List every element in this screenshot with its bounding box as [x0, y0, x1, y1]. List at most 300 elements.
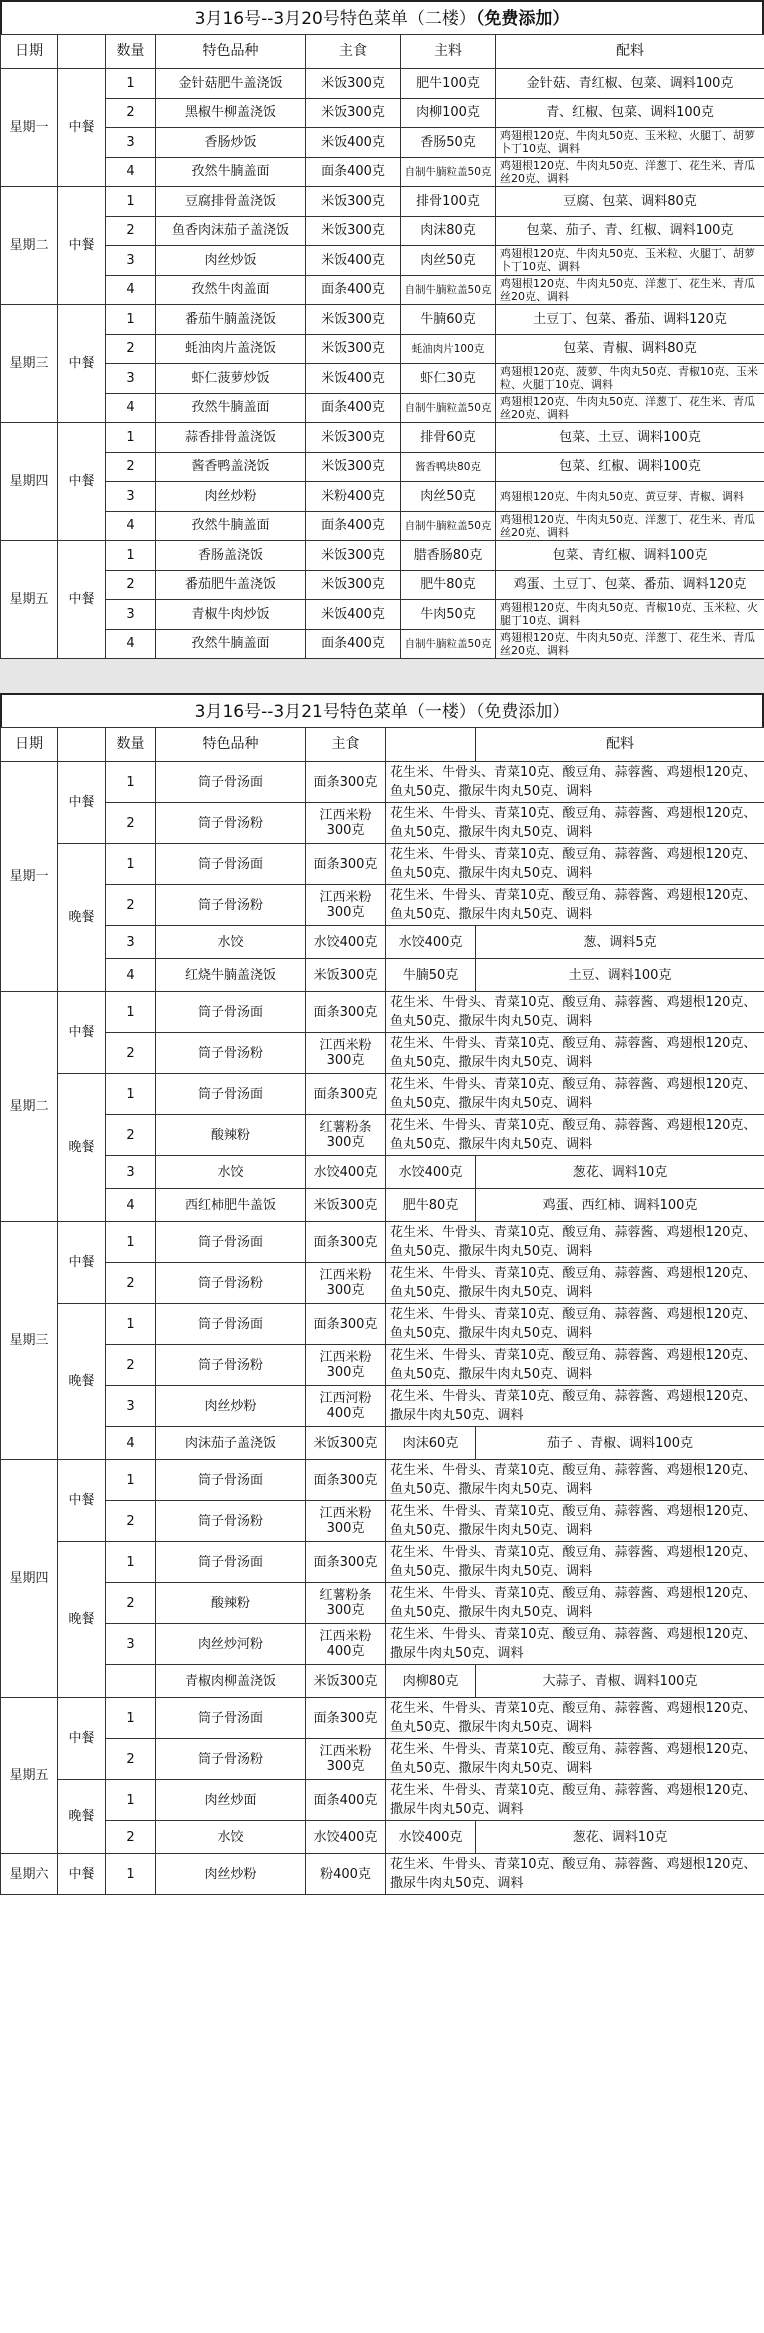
menu1-meal-cell: 中餐	[58, 305, 106, 423]
menu1-side-cell: 土豆丁、包菜、番茄、调料120克	[496, 305, 764, 335]
menu1-row	[1, 423, 764, 453]
menu2-staple-cell: 米饭300克	[306, 959, 386, 992]
menu2-side-cell: 花生米、牛骨头、青菜10克、酸豆角、蒜蓉酱、鸡翅根120克、鱼丸50克、撒尿牛肉丸50克、调料	[386, 1542, 764, 1583]
menu2-meal-cell: 中餐	[58, 992, 106, 1074]
menu1-main-cell: 香肠50克	[401, 128, 496, 158]
menu2-dish-cell: 筒子骨汤粉	[156, 885, 306, 926]
menu2-qty-cell: 2	[106, 1115, 156, 1156]
menu1-day-cell: 星期一	[1, 69, 58, 187]
menu1-row	[1, 187, 764, 217]
menu1-dish-cell: 豆腐排骨盖浇饭	[156, 187, 306, 217]
menu2-qty-cell: 4	[106, 1189, 156, 1222]
menu2-dish-cell: 筒子骨汤面	[156, 1304, 306, 1345]
menu1-main-cell: 排骨60克	[401, 423, 496, 453]
menu1-main-cell: 肉柳100克	[401, 98, 496, 128]
menu1-qty-cell: 3	[106, 246, 156, 276]
menu2-side-cell: 花生米、牛骨头、青菜10克、酸豆角、蒜蓉酱、鸡翅根120克、鱼丸50克、撒尿牛肉丸50克、调料	[386, 992, 764, 1033]
menu1-qty-cell: 2	[106, 570, 156, 600]
menu2-row	[1, 1386, 764, 1427]
menu2-staple-cell: 江西米粉300克	[306, 1263, 386, 1304]
menu2-day-cell: 星期六	[1, 1854, 58, 1895]
menu2-row	[1, 803, 764, 844]
menu2-dish-cell: 红烧牛腩盖浇饭	[156, 959, 306, 992]
menu2-meal-cell: 晚餐	[58, 844, 106, 992]
menu1-row	[1, 600, 764, 630]
menu1-dish-cell: 孜然牛腩盖面	[156, 393, 306, 423]
menu2-row	[1, 1189, 764, 1222]
menu1-qty-cell: 2	[106, 216, 156, 246]
menu1-staple-cell: 米饭300克	[306, 216, 401, 246]
menu2-qty-cell: 4	[106, 959, 156, 992]
menu2-row	[1, 926, 764, 959]
menu1-staple-cell: 面条400克	[306, 275, 401, 305]
menu2-row	[1, 1854, 764, 1895]
menu1-row	[1, 541, 764, 571]
menu2-dish-cell: 水饺	[156, 926, 306, 959]
menu1-staple-cell: 米饭300克	[306, 570, 401, 600]
menu2-staple-cell: 红薯粉条300克	[306, 1115, 386, 1156]
menu1-header-cell: 数量	[106, 35, 156, 69]
menu2-qty-cell	[106, 1665, 156, 1698]
menu1-row	[1, 69, 764, 99]
menu2-day-cell: 星期四	[1, 1460, 58, 1698]
menu2-day-cell: 星期三	[1, 1222, 58, 1460]
menu2-dish-cell: 西红柿肥牛盖饭	[156, 1189, 306, 1222]
menu1-dish-cell: 蚝油肉片盖浇饭	[156, 334, 306, 364]
menu2-row	[1, 1501, 764, 1542]
menu2-side-cell: 鸡蛋、西红柿、调料100克	[476, 1189, 764, 1222]
menu1-staple-cell: 面条400克	[306, 393, 401, 423]
menu1-row	[1, 216, 764, 246]
menu1-row	[1, 482, 764, 512]
menu2-staple-cell: 粉400克	[306, 1854, 386, 1895]
menu1-row	[1, 157, 764, 187]
menu2-dish-cell: 筒子骨汤面	[156, 844, 306, 885]
menu2-title-extra: （免费添加）	[475, 702, 570, 722]
menu2-meal-cell: 晚餐	[58, 1304, 106, 1460]
menu2-staple-cell: 面条300克	[306, 1698, 386, 1739]
menu1-staple-cell: 米饭400克	[306, 600, 401, 630]
menu2-staple-cell: 水饺400克	[306, 926, 386, 959]
menu1-main-cell: 排骨100克	[401, 187, 496, 217]
menu1-row	[1, 98, 764, 128]
menu1-main-cell: 牛腩60克	[401, 305, 496, 335]
menu2-staple-cell: 红薯粉条300克	[306, 1583, 386, 1624]
menu2-main-cell: 肉柳80克	[386, 1665, 476, 1698]
menu1-side-cell: 包菜、茄子、青、红椒、调料100克	[496, 216, 764, 246]
menu2-row	[1, 1665, 764, 1698]
menu1-staple-cell: 米饭300克	[306, 98, 401, 128]
menu2-qty-cell: 1	[106, 1460, 156, 1501]
menu1-row	[1, 275, 764, 305]
menu2-staple-cell: 江西米粉300克	[306, 1501, 386, 1542]
menu1-staple-cell: 面条400克	[306, 157, 401, 187]
menu1-side-cell: 青、红椒、包菜、调料100克	[496, 98, 764, 128]
menu1-qty-cell: 2	[106, 452, 156, 482]
menu2-meal-cell: 晚餐	[58, 1780, 106, 1854]
menu1-staple-cell: 米饭300克	[306, 452, 401, 482]
menu1-qty-cell: 3	[106, 600, 156, 630]
menu2-side-cell: 花生米、牛骨头、青菜10克、酸豆角、蒜蓉酱、鸡翅根120克、鱼丸50克、撒尿牛肉丸50克、调料	[386, 1345, 764, 1386]
menu1-row	[1, 511, 764, 541]
menu2-qty-cell: 1	[106, 992, 156, 1033]
menu2-side-cell: 花生米、牛骨头、青菜10克、酸豆角、蒜蓉酱、鸡翅根120克、鱼丸50克、撒尿牛肉丸50克、调料	[386, 1698, 764, 1739]
menu2-staple-cell: 江西米粉300克	[306, 1033, 386, 1074]
menu2-dish-cell: 筒子骨汤面	[156, 1074, 306, 1115]
menu2-staple-cell: 面条300克	[306, 1542, 386, 1583]
menu1-staple-cell: 米饭300克	[306, 69, 401, 99]
menu1-day-cell: 星期三	[1, 305, 58, 423]
menu1-qty-cell: 2	[106, 98, 156, 128]
menu2-row	[1, 1583, 764, 1624]
menu1-side-cell: 鸡蛋、土豆丁、包菜、番茄、调料120克	[496, 570, 764, 600]
menu2-row	[1, 1427, 764, 1460]
menu1-staple-cell: 米饭300克	[306, 334, 401, 364]
menu2-side-cell: 花生米、牛骨头、青菜10克、酸豆角、蒜蓉酱、鸡翅根120克、鱼丸50克、撒尿牛肉丸50克、调料	[386, 1115, 764, 1156]
menu2-row	[1, 1033, 764, 1074]
menu2-meal-cell: 中餐	[58, 1222, 106, 1304]
menu2-side-cell: 茄子 、青椒、调料100克	[476, 1427, 764, 1460]
menu2-dish-cell: 肉沫茄子盖浇饭	[156, 1427, 306, 1460]
menu2-side-cell: 花生米、牛骨头、青菜10克、酸豆角、蒜蓉酱、鸡翅根120克、撒尿牛肉丸50克、调料	[386, 1780, 764, 1821]
menu2-header-cell: 特色品种	[156, 728, 306, 762]
menu2-main-cell: 水饺400克	[386, 1156, 476, 1189]
menu1-side-cell: 鸡翅根120克、牛肉丸50克、洋葱丁、花生米、青瓜丝20克、调料	[496, 275, 764, 305]
menu2-row	[1, 959, 764, 992]
menu1-side-cell: 鸡翅根120克、牛肉丸50克、黄豆芽、青椒、调料	[496, 482, 764, 512]
menu1-staple-cell: 米饭300克	[306, 423, 401, 453]
menu1-main-cell: 自制牛腩粒盖50克	[401, 511, 496, 541]
menu2-dish-cell: 筒子骨汤粉	[156, 1739, 306, 1780]
menu2-qty-cell: 1	[106, 1304, 156, 1345]
menu1-dish-cell: 蒜香排骨盖浇饭	[156, 423, 306, 453]
menu1-main-cell: 肉丝50克	[401, 246, 496, 276]
menu1-row	[1, 246, 764, 276]
menu1-qty-cell: 1	[106, 305, 156, 335]
menu2-day-cell: 星期一	[1, 762, 58, 992]
menu1-row	[1, 364, 764, 394]
menu1-staple-cell: 米饭300克	[306, 305, 401, 335]
menu1-side-cell: 包菜、青红椒、调料100克	[496, 541, 764, 571]
menu1-dish-cell: 香肠炒饭	[156, 128, 306, 158]
menu2-row	[1, 1542, 764, 1583]
menu1-day-cell: 星期四	[1, 423, 58, 541]
menu1-table	[0, 34, 764, 659]
menu2-title-main: 3月16号--3月21号特色菜单（一楼）	[194, 702, 476, 722]
menu1-side-cell: 包菜、红椒、调料100克	[496, 452, 764, 482]
menu1-main-cell: 腊香肠80克	[401, 541, 496, 571]
menu2-meal-cell: 晚餐	[58, 1074, 106, 1222]
menu1-side-cell: 鸡翅根120克、牛肉丸50克、玉米粒、火腿丁、胡萝卜丁10克、调料	[496, 246, 764, 276]
menu2-row	[1, 885, 764, 926]
menu2-side-cell: 花生米、牛骨头、青菜10克、酸豆角、蒜蓉酱、鸡翅根120克、鱼丸50克、撒尿牛肉丸50克、调料	[386, 1739, 764, 1780]
menu1-staple-cell: 米饭400克	[306, 246, 401, 276]
menu1-qty-cell: 2	[106, 334, 156, 364]
menu2-qty-cell: 4	[106, 1427, 156, 1460]
menu2-dish-cell: 水饺	[156, 1821, 306, 1854]
menu2-qty-cell: 2	[106, 1821, 156, 1854]
menu2-staple-cell: 面条300克	[306, 1304, 386, 1345]
menu1-staple-cell: 米饭400克	[306, 128, 401, 158]
menu2-row	[1, 844, 764, 885]
menu1-side-cell: 鸡翅根120克、菠萝、牛肉丸50克、青椒10克、玉米粒、火腿丁10克、调料	[496, 364, 764, 394]
menu1-meal-cell: 中餐	[58, 69, 106, 187]
menu1-dish-cell: 青椒牛肉炒饭	[156, 600, 306, 630]
menu2-dish-cell: 筒子骨汤粉	[156, 803, 306, 844]
menu1-qty-cell: 3	[106, 482, 156, 512]
menu2-staple-cell: 江西米粉300克	[306, 1345, 386, 1386]
menu1-side-cell: 豆腐、包菜、调料80克	[496, 187, 764, 217]
menu2-side-cell: 花生米、牛骨头、青菜10克、酸豆角、蒜蓉酱、鸡翅根120克、鱼丸50克、撒尿牛肉丸50克、调料	[386, 1583, 764, 1624]
menu2-dish-cell: 酸辣粉	[156, 1115, 306, 1156]
menu2-row	[1, 1304, 764, 1345]
menu2-staple-cell: 水饺400克	[306, 1821, 386, 1854]
menu2-staple-cell: 面条300克	[306, 1460, 386, 1501]
menu1-dish-cell: 金针菇肥牛盖浇饭	[156, 69, 306, 99]
menu1-side-cell: 包菜、土豆、调料100克	[496, 423, 764, 453]
menu1-side-cell: 金针菇、青红椒、包菜、调料100克	[496, 69, 764, 99]
menu2-staple-cell: 米饭300克	[306, 1427, 386, 1460]
menu1-staple-cell: 米饭400克	[306, 364, 401, 394]
menu2-qty-cell: 2	[106, 803, 156, 844]
menu1-main-cell: 肉沫80克	[401, 216, 496, 246]
menu2-qty-cell: 3	[106, 926, 156, 959]
menu1-side-cell: 鸡翅根120克、牛肉丸50克、洋葱丁、花生米、青瓜丝20克、调料	[496, 157, 764, 187]
menu1-dish-cell: 番茄牛腩盖浇饭	[156, 305, 306, 335]
menu1-qty-cell: 4	[106, 275, 156, 305]
menu2-qty-cell: 2	[106, 1033, 156, 1074]
menu1-qty-cell: 3	[106, 364, 156, 394]
menu2-side-cell: 花生米、牛骨头、青菜10克、酸豆角、蒜蓉酱、鸡翅根120克、鱼丸50克、撒尿牛肉丸50克、调料	[386, 1501, 764, 1542]
menu1-side-cell: 鸡翅根120克、牛肉丸50克、青椒10克、玉米粒、火腿丁10克、调料	[496, 600, 764, 630]
menu2-header-cell: 日期	[1, 728, 58, 762]
menu1-title-extra: （免费添加）	[475, 9, 570, 29]
menu2-side-cell: 葱花、调料10克	[476, 1156, 764, 1189]
menu2-qty-cell: 1	[106, 1074, 156, 1115]
menu2-dish-cell: 筒子骨汤面	[156, 1222, 306, 1263]
menu1-qty-cell: 4	[106, 511, 156, 541]
menu1-dish-cell: 鱼香肉沫茄子盖浇饭	[156, 216, 306, 246]
menu1-main-cell: 自制牛腩粒盖50克	[401, 393, 496, 423]
menu1-day-cell: 星期五	[1, 541, 58, 659]
menu2-dish-cell: 筒子骨汤面	[156, 1460, 306, 1501]
menu2-staple-cell: 米饭300克	[306, 1189, 386, 1222]
menu2-side-cell: 土豆、调料100克	[476, 959, 764, 992]
menu1-dish-cell: 孜然牛肉盖面	[156, 275, 306, 305]
menu2-main-cell: 牛腩50克	[386, 959, 476, 992]
menu2-main-cell: 肥牛80克	[386, 1189, 476, 1222]
menu2-header-cell	[58, 728, 106, 762]
menu2-side-cell: 花生米、牛骨头、青菜10克、酸豆角、蒜蓉酱、鸡翅根120克、鱼丸50克、撒尿牛肉丸50克、调料	[386, 1033, 764, 1074]
menu1-row	[1, 452, 764, 482]
menu1-main-cell: 虾仁30克	[401, 364, 496, 394]
menu2-staple-cell: 江西米粉300克	[306, 885, 386, 926]
menu1-meal-cell: 中餐	[58, 423, 106, 541]
menu2-qty-cell: 2	[106, 1739, 156, 1780]
menu2-side-cell: 花生米、牛骨头、青菜10克、酸豆角、蒜蓉酱、鸡翅根120克、鱼丸50克、撒尿牛肉丸50克、调料	[386, 1074, 764, 1115]
menu1-meal-cell: 中餐	[58, 187, 106, 305]
menu1-row	[1, 334, 764, 364]
menu2-side-cell: 葱花、调料10克	[476, 1821, 764, 1854]
menu2-header-cell	[386, 728, 476, 762]
menu2-header-row	[1, 728, 764, 762]
menu2-side-cell: 花生米、牛骨头、青菜10克、酸豆角、蒜蓉酱、鸡翅根120克、鱼丸50克、撒尿牛肉丸50克、调料	[386, 762, 764, 803]
menu1-dish-cell: 肉丝炒粉	[156, 482, 306, 512]
menu1-main-cell: 自制牛腩粒盖50克	[401, 275, 496, 305]
menu1-dish-cell: 孜然牛腩盖面	[156, 511, 306, 541]
menu2-meal-cell: 晚餐	[58, 1542, 106, 1698]
menu2-qty-cell: 1	[106, 1222, 156, 1263]
menu2-side-cell: 花生米、牛骨头、青菜10克、酸豆角、蒜蓉酱、鸡翅根120克、鱼丸50克、撒尿牛肉丸50克、调料	[386, 1304, 764, 1345]
menu1-dish-cell: 香肠盖浇饭	[156, 541, 306, 571]
menu2-row	[1, 1460, 764, 1501]
menu2-qty-cell: 1	[106, 1698, 156, 1739]
menu1-qty-cell: 4	[106, 629, 156, 659]
menu2-row	[1, 1074, 764, 1115]
menu1-dish-cell: 黑椒牛柳盖浇饭	[156, 98, 306, 128]
menu2-header-cell: 配料	[476, 728, 764, 762]
menu2-qty-cell: 2	[106, 885, 156, 926]
menu2-qty-cell: 2	[106, 1583, 156, 1624]
menu2-row	[1, 1739, 764, 1780]
menu2-table	[0, 727, 764, 1895]
menu2-qty-cell: 3	[106, 1624, 156, 1665]
menu2-row	[1, 1115, 764, 1156]
menu2-row	[1, 762, 764, 803]
menu1-meal-cell: 中餐	[58, 541, 106, 659]
menu2-meal-cell: 中餐	[58, 1854, 106, 1895]
menu1-side-cell: 鸡翅根120克、牛肉丸50克、洋葱丁、花生米、青瓜丝20克、调料	[496, 511, 764, 541]
menu2-side-cell: 花生米、牛骨头、青菜10克、酸豆角、蒜蓉酱、鸡翅根120克、撒尿牛肉丸50克、调料	[386, 1854, 764, 1895]
menu1-dish-cell: 酱香鸭盖浇饭	[156, 452, 306, 482]
menu2-dish-cell: 筒子骨汤粉	[156, 1345, 306, 1386]
menu1-qty-cell: 1	[106, 423, 156, 453]
menu2-side-cell: 大蒜子、青椒、调料100克	[476, 1665, 764, 1698]
menu2-row	[1, 992, 764, 1033]
menu1-qty-cell: 1	[106, 69, 156, 99]
menu1-dish-cell: 肉丝炒饭	[156, 246, 306, 276]
menu2-staple-cell: 米饭300克	[306, 1665, 386, 1698]
menu1-header-cell: 特色品种	[156, 35, 306, 69]
menu2-staple-cell: 面条300克	[306, 1222, 386, 1263]
menu1-header-cell: 主食	[306, 35, 401, 69]
menu2-staple-cell: 面条300克	[306, 844, 386, 885]
menu2-header-cell: 数量	[106, 728, 156, 762]
menu2-dish-cell: 筒子骨汤粉	[156, 1263, 306, 1304]
menu2-row	[1, 1222, 764, 1263]
menu2-dish-cell: 肉丝炒河粉	[156, 1624, 306, 1665]
menu2-staple-cell: 面条300克	[306, 1074, 386, 1115]
menu2-dish-cell: 青椒肉柳盖浇饭	[156, 1665, 306, 1698]
menu1-side-cell: 鸡翅根120克、牛肉丸50克、洋葱丁、花生米、青瓜丝20克、调料	[496, 393, 764, 423]
menu2-dish-cell: 肉丝炒粉	[156, 1386, 306, 1427]
menu2-main-cell: 水饺400克	[386, 1821, 476, 1854]
menu2-side-cell: 花生米、牛骨头、青菜10克、酸豆角、蒜蓉酱、鸡翅根120克、鱼丸50克、撒尿牛肉丸50克、调料	[386, 1460, 764, 1501]
menu1-qty-cell: 3	[106, 128, 156, 158]
menu2-dish-cell: 筒子骨汤粉	[156, 1501, 306, 1542]
menu2-main-cell: 肉沫60克	[386, 1427, 476, 1460]
menu2-staple-cell: 面条300克	[306, 992, 386, 1033]
menu2-dish-cell: 水饺	[156, 1156, 306, 1189]
menu2-side-cell: 花生米、牛骨头、青菜10克、酸豆角、蒜蓉酱、鸡翅根120克、鱼丸50克、撒尿牛肉丸50克、调料	[386, 1222, 764, 1263]
menu2-qty-cell: 1	[106, 1542, 156, 1583]
menu1-row	[1, 393, 764, 423]
menu1-main-cell: 肥牛80克	[401, 570, 496, 600]
menu1-dish-cell: 孜然牛腩盖面	[156, 629, 306, 659]
menu1-dish-cell: 番茄肥牛盖浇饭	[156, 570, 306, 600]
menu2-dish-cell: 肉丝炒面	[156, 1780, 306, 1821]
menu1-main-cell: 蚝油肉片100克	[401, 334, 496, 364]
menu2-staple-cell: 水饺400克	[306, 1156, 386, 1189]
menu1-row	[1, 570, 764, 600]
menu1-main-cell: 自制牛腩粒盖50克	[401, 157, 496, 187]
menu2-row	[1, 1156, 764, 1189]
menu1-row	[1, 128, 764, 158]
menu2-qty-cell: 1	[106, 844, 156, 885]
menu2-qty-cell: 2	[106, 1263, 156, 1304]
menu2-staple-cell: 面条300克	[306, 762, 386, 803]
menu1-side-cell: 包菜、青椒、调料80克	[496, 334, 764, 364]
menu2-side-cell: 花生米、牛骨头、青菜10克、酸豆角、蒜蓉酱、鸡翅根120克、撒尿牛肉丸50克、调料	[386, 1624, 764, 1665]
menu1-dish-cell: 孜然牛腩盖面	[156, 157, 306, 187]
menu2-title	[0, 693, 764, 727]
menu1-main-cell: 牛肉50克	[401, 600, 496, 630]
menu2-dish-cell: 筒子骨汤面	[156, 1698, 306, 1739]
menu2-dish-cell: 酸辣粉	[156, 1583, 306, 1624]
menu2-side-cell: 葱、调料5克	[476, 926, 764, 959]
menu1-staple-cell: 面条400克	[306, 511, 401, 541]
menu2-main-cell: 水饺400克	[386, 926, 476, 959]
menu2-row	[1, 1780, 764, 1821]
menu1-staple-cell: 米饭300克	[306, 541, 401, 571]
menu2-side-cell: 花生米、牛骨头、青菜10克、酸豆角、蒜蓉酱、鸡翅根120克、鱼丸50克、撒尿牛肉丸50克、调料	[386, 885, 764, 926]
menu1-main-cell: 酱香鸭块80克	[401, 452, 496, 482]
menu1-day-cell: 星期二	[1, 187, 58, 305]
menu2-dish-cell: 筒子骨汤粉	[156, 1033, 306, 1074]
menu2-side-cell: 花生米、牛骨头、青菜10克、酸豆角、蒜蓉酱、鸡翅根120克、鱼丸50克、撒尿牛肉丸50克、调料	[386, 803, 764, 844]
menu2-staple-cell: 江西米粉400克	[306, 1624, 386, 1665]
menu2-meal-cell: 中餐	[58, 762, 106, 844]
menu2-side-cell: 花生米、牛骨头、青菜10克、酸豆角、蒜蓉酱、鸡翅根120克、鱼丸50克、撒尿牛肉丸50克、调料	[386, 844, 764, 885]
menu1-header-cell: 日期	[1, 35, 58, 69]
menu2-dish-cell: 筒子骨汤面	[156, 762, 306, 803]
menu2-staple-cell: 江西米粉300克	[306, 1739, 386, 1780]
menu1-main-cell: 肉丝50克	[401, 482, 496, 512]
menu1-staple-cell: 米饭300克	[306, 187, 401, 217]
menu1-title-main: 3月16号--3月20号特色菜单（二楼）	[194, 9, 476, 29]
menu1-staple-cell: 面条400克	[306, 629, 401, 659]
menu2-qty-cell: 1	[106, 762, 156, 803]
menu1-qty-cell: 4	[106, 393, 156, 423]
menu2-day-cell: 星期二	[1, 992, 58, 1222]
menu1-side-cell: 鸡翅根120克、牛肉丸50克、玉米粒、火腿丁、胡萝卜丁10克、调料	[496, 128, 764, 158]
menu2-qty-cell: 2	[106, 1345, 156, 1386]
menu1-header-cell	[58, 35, 106, 69]
menu1-title	[0, 0, 764, 34]
menu2-meal-cell: 中餐	[58, 1460, 106, 1542]
section-gap	[0, 659, 764, 693]
menu2-row	[1, 1821, 764, 1854]
menu1-row	[1, 305, 764, 335]
menu2-header-cell: 主食	[306, 728, 386, 762]
menu2-row	[1, 1698, 764, 1739]
menu1-header-row	[1, 35, 764, 69]
menu2-side-cell: 花生米、牛骨头、青菜10克、酸豆角、蒜蓉酱、鸡翅根120克、撒尿牛肉丸50克、调料	[386, 1386, 764, 1427]
menu1-staple-cell: 米粉400克	[306, 482, 401, 512]
menu1-side-cell: 鸡翅根120克、牛肉丸50克、洋葱丁、花生米、青瓜丝20克、调料	[496, 629, 764, 659]
menu2-dish-cell: 肉丝炒粉	[156, 1854, 306, 1895]
menu1-header-cell: 配料	[496, 35, 764, 69]
